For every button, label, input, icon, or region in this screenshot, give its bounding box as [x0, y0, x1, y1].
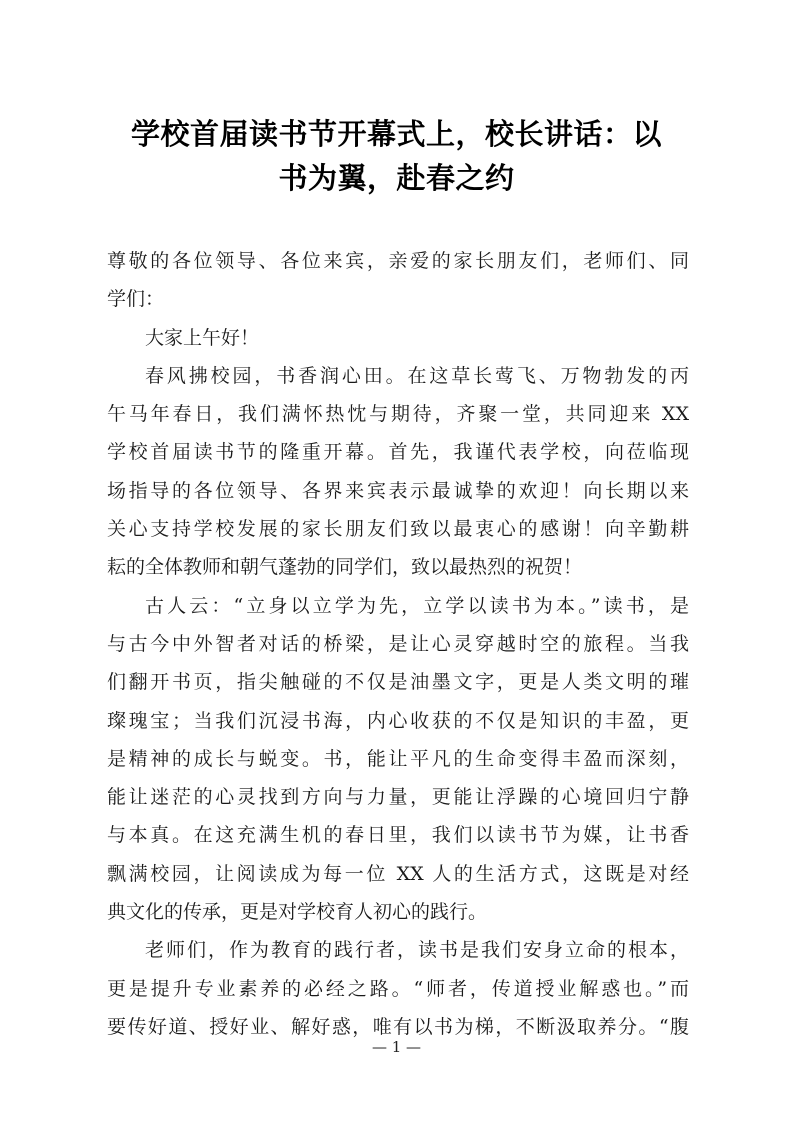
body-text-line: 学们： — [107, 288, 165, 311]
document-title — [100, 112, 693, 200]
body-text-line: 们翻开书页，指尖触碰的不仅是油墨文字，更是人类文明的璀 — [107, 671, 689, 694]
body-text-line: 学校首届读书节的隆重开幕。首先，我谨代表学校，向莅临现 — [107, 441, 689, 464]
body-text-line: 老师们，作为教育的践行者，读书是我们安身立命的根本， — [145, 939, 689, 962]
body-text-line: 古人云：“立身以立学为先，立学以读书为本。”读书，是 — [145, 594, 689, 617]
body-text-line: 飘满校园，让阅读成为每一位 XX 人的生活方式，这既是对经 — [107, 862, 689, 885]
body-text-line: 璨瑰宝；当我们沉浸书海，内心收获的不仅是知识的丰盈，更 — [107, 709, 689, 732]
title-line-1: 学校首届读书节开幕式上，校长讲话：以 — [130, 117, 662, 151]
body-text-line: 大家上午好！ — [145, 326, 260, 349]
body-text-line: 能让迷茫的心灵找到方向与力量，更能让浮躁的心境回归宁静 — [107, 786, 689, 809]
title-line-2: 书为翼，赴春之约 — [278, 161, 515, 195]
page-number: — 1 — — [371, 1038, 422, 1056]
body-text-line: 要传好道、授好业、解好惑，唯有以书为梯，不断汲取养分。“腹 — [107, 1015, 689, 1038]
body-text-line: 与本真。在这充满生机的春日里，我们以读书节为媒，让书香 — [107, 824, 689, 847]
body-text-line: 与古今中外智者对话的桥梁，是让心灵穿越时空的旅程。当我 — [107, 632, 689, 655]
body-text-line: 是精神的成长与蜕变。书，能让平凡的生命变得丰盈而深刻， — [107, 747, 689, 770]
body-text-line: 尊敬的各位领导、各位来宾，亲爱的家长朋友们，老师们、同 — [107, 250, 689, 272]
body-text-line: 更是提升专业素养的必经之路。“师者，传道授业解惑也。”而 — [107, 977, 689, 1000]
body-text-line: 关心支持学校发展的家长朋友们致以最衷心的感谢！向辛勤耕 — [107, 518, 689, 541]
document-body — [107, 242, 689, 1046]
body-text-line: 午马年春日，我们满怀热忱与期待，齐聚一堂，共同迎来 XX — [107, 403, 689, 426]
body-text-line: 典文化的传承，更是对学校育人初心的践行。 — [107, 901, 488, 924]
body-text-line: 耘的全体教师和朝气蓬勃的同学们，致以最热烈的祝贺！ — [107, 556, 583, 579]
body-text-line: 场指导的各位领导、各界来宾表示最诚挚的欢迎！向长期以来 — [107, 479, 689, 502]
body-text-line: 春风拂校园，书香润心田。在这草长莺飞、万物勃发的丙 — [145, 364, 689, 387]
